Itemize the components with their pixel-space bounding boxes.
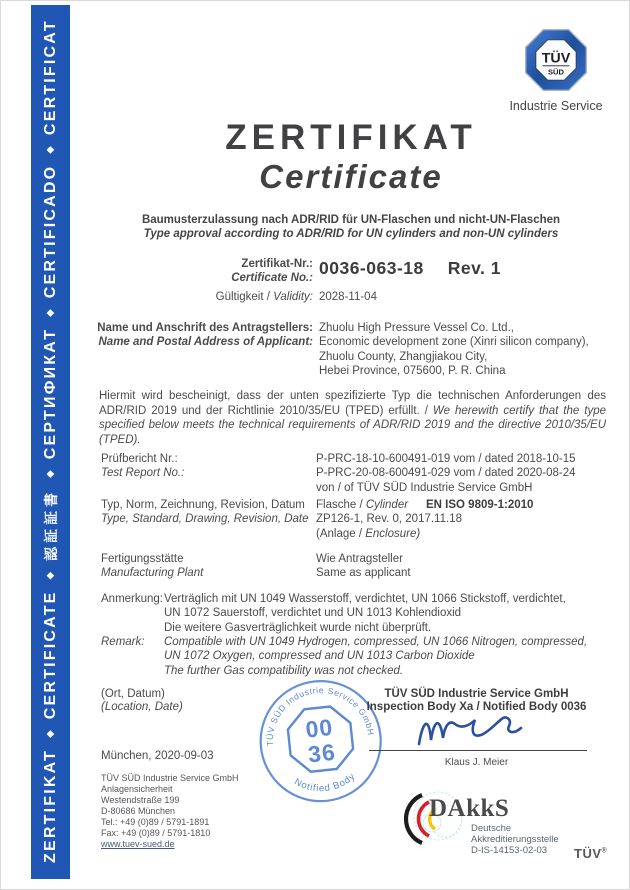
tuv-sud-logo-icon (523, 27, 589, 93)
remark-label-de: Anmerkung: (101, 593, 164, 605)
footer-address-line: TÜV SÜD Industrie Service GmbH (101, 773, 239, 783)
band-word-certificat: CERTIFICAT (41, 19, 59, 136)
type-label-en: Type, Standard, Drawing, Revision, Date (101, 513, 309, 525)
certificate-band-words (31, 5, 70, 879)
inspection-org-line1: TÜV SÜD Industrie Service GmbH (384, 688, 569, 700)
stamp-top-text: TÜV SÜD Industrie Service GmbH (264, 685, 377, 747)
applicant-line: Economic development zone (Xinri silicon company), (319, 336, 589, 349)
subtitle-en: Type approval according to ADR/RID for UN cylinders and non-UN cylinders (143, 228, 559, 240)
test-report-values (316, 452, 576, 495)
test-report-line: P-PRC-18-10-600491-019 vom / dated 2018-10-15 (316, 453, 576, 465)
inspection-org-line2: Inspection Body Xa / Notified Body 0036 (366, 701, 587, 713)
footer-address-line: D-80686 München (101, 806, 176, 816)
test-report-line: von / of TÜV SÜD Industrie Service GmbH (316, 481, 533, 494)
plant-label-de: Fertigungsstätte (101, 553, 184, 565)
validity-label-en: Validity: (273, 291, 313, 303)
remark-de-line: UN 1072 Sauerstoff, verdichtet und UN 1013 Kohlendioxid (164, 607, 462, 620)
test-report-label-de: Prüfbericht Nr.: (101, 453, 178, 465)
footer-address (101, 773, 239, 850)
enclosure-de: (Anlage / (316, 527, 366, 540)
page-title-en: Certificate (259, 158, 443, 195)
page-title-de: ZERTIFIKAT (225, 118, 477, 157)
stamp-bottom-text: Notified Body (292, 770, 358, 795)
plant-value-en: Same as applicant (316, 567, 411, 579)
registered-mark-icon: ® (601, 847, 608, 855)
type-drawing: ZP126-1, Rev. 0, 2017.11.18 (316, 513, 462, 526)
band-word-cyrillic: СЕРТИФИКАТ (41, 327, 59, 460)
test-report-line: P-PRC-20-08-600491-029 vom / dated 2020-08-24 (316, 467, 576, 480)
dakks-wordmark: DAkkS (429, 795, 510, 822)
stamp-number-bottom: 36 (306, 738, 338, 768)
remark-en-line: The further Gas compatibility was not checked. (164, 664, 404, 677)
statement-en: We herewith certify that the type specified below meets the technical requirements of ADR/RID 2019 and the directive 2010/35/EU (TPED). (99, 404, 607, 446)
remark-en-line: UN 1072 Oxygen, compressed and UN 1013 Carbon Dioxide (164, 650, 475, 663)
signer-name: Klaus J. Meier (444, 757, 509, 768)
applicant-line: Zhuolu High Pressure Vessel Co. Ltd., (319, 322, 514, 334)
signature-rule (369, 750, 587, 751)
type-enclosure (316, 527, 462, 541)
remark-label-en: Remark: (101, 636, 145, 648)
remark-en-line: Compatible with UN 1049 Hydrogen, compressed, UN 1066 Nitrogen, compressed, (164, 636, 588, 648)
validity-value: 2028-11-04 (319, 291, 377, 303)
remark-de-lines (164, 592, 566, 635)
standard-ref: EN ISO 9809-1:2010 (426, 499, 534, 511)
band-word-zertifikat: ZERTIFIKAT (41, 748, 59, 863)
dakks-line: D-IS-14153-02-03 (471, 845, 548, 856)
remark-de-line: Verträglich mit UN 1049 Wasserstoff, verdichtet, UN 1066 Stickstoff, verdichtet, (164, 593, 566, 605)
corner-brand (574, 846, 607, 861)
diamond-separator-icon: ◆ (45, 730, 56, 738)
band-word-cjk: 認証証書 (42, 488, 59, 561)
cert-no-label-en: Certificate No.: (231, 272, 313, 284)
place-label-en: (Location, Date) (101, 701, 183, 713)
dakks-text (471, 823, 559, 856)
cert-no-revision: Rev. 1 (447, 258, 502, 278)
applicant-address (319, 321, 589, 379)
footer-address-line: Anlagensicherheit (101, 784, 173, 794)
test-report-label-en: Test Report No.: (101, 467, 185, 479)
signature (409, 708, 539, 750)
footer-address-line: Fax: +49 (0)89 / 5791-1810 (101, 828, 211, 838)
applicant-line: Zhuolu County, Zhangjiakou City, (319, 350, 488, 363)
subtitle-de: Baumusterzulassung nach ADR/RID für UN-Flaschen und nicht-UN-Flaschen (141, 214, 561, 226)
plant-label-en: Manufacturing Plant (101, 567, 204, 579)
logo-sud-text: SÜD (548, 67, 564, 77)
place-date-value: München, 2020-09-03 (101, 750, 214, 762)
cert-no-number: 0036-063-18 (319, 258, 424, 278)
dakks-line: Deutsche (471, 823, 512, 834)
diamond-separator-icon: ◆ (45, 470, 56, 478)
applicant-label-en: Name and Postal Address of Applicant: (98, 336, 313, 348)
diamond-separator-icon: ◆ (45, 309, 56, 317)
corner-brand-text: TÜV (574, 846, 602, 861)
cert-no-value (319, 258, 501, 279)
enclosure-en: Enclosure) (365, 527, 421, 540)
remark-de-line: Die weitere Gasverträglichkeit wurde nicht überprüft. (164, 621, 432, 634)
certification-statement (99, 389, 606, 447)
footer-address-line: Westendstraße 199 (101, 795, 180, 805)
statement-de: Hiermit wird bescheinigt, dass der unten spezifizierte Typ die technischen Anforderungen des ADR/RID 2019 und der Richtlinie 2010/35/EU (TPED) erfüllt. / (99, 390, 606, 417)
validity-label-de: Gültigkeit / (215, 291, 274, 303)
plant-value-de: Wie Antragsteller (316, 553, 403, 565)
cert-no-label-de: Zertifikat-Nr.: (241, 258, 313, 270)
validity-label (91, 290, 313, 304)
type-value-de: Flasche / (316, 499, 366, 511)
website-link[interactable]: www.tuev-sued.de (101, 839, 175, 849)
place-label-de: (Ort, Datum) (101, 688, 165, 700)
dakks-line: Akkreditierungsstelle (471, 834, 559, 845)
type-value-en: Cylinder (365, 499, 409, 511)
band-word-certificado: CERTIFICADO (41, 164, 59, 299)
band-word-certificate: CERTIFICATE (41, 590, 59, 720)
applicant-line: Hebei Province, 075600, P. R. China (319, 365, 506, 378)
logo-caption: Industrie Service (509, 99, 603, 113)
footer-address-line: Tel.: +49 (0)89 / 5791-1891 (101, 817, 210, 827)
applicant-label-de: Name und Anschrift des Antragstellers: (97, 322, 313, 334)
diamond-separator-icon: ◆ (45, 571, 56, 580)
diamond-separator-icon: ◆ (45, 146, 56, 154)
logo-tuv-text: TÜV (541, 50, 571, 67)
type-label-de: Typ, Norm, Zeichnung, Revision, Datum (101, 499, 305, 511)
stamp-number-top: 00 (304, 713, 335, 743)
